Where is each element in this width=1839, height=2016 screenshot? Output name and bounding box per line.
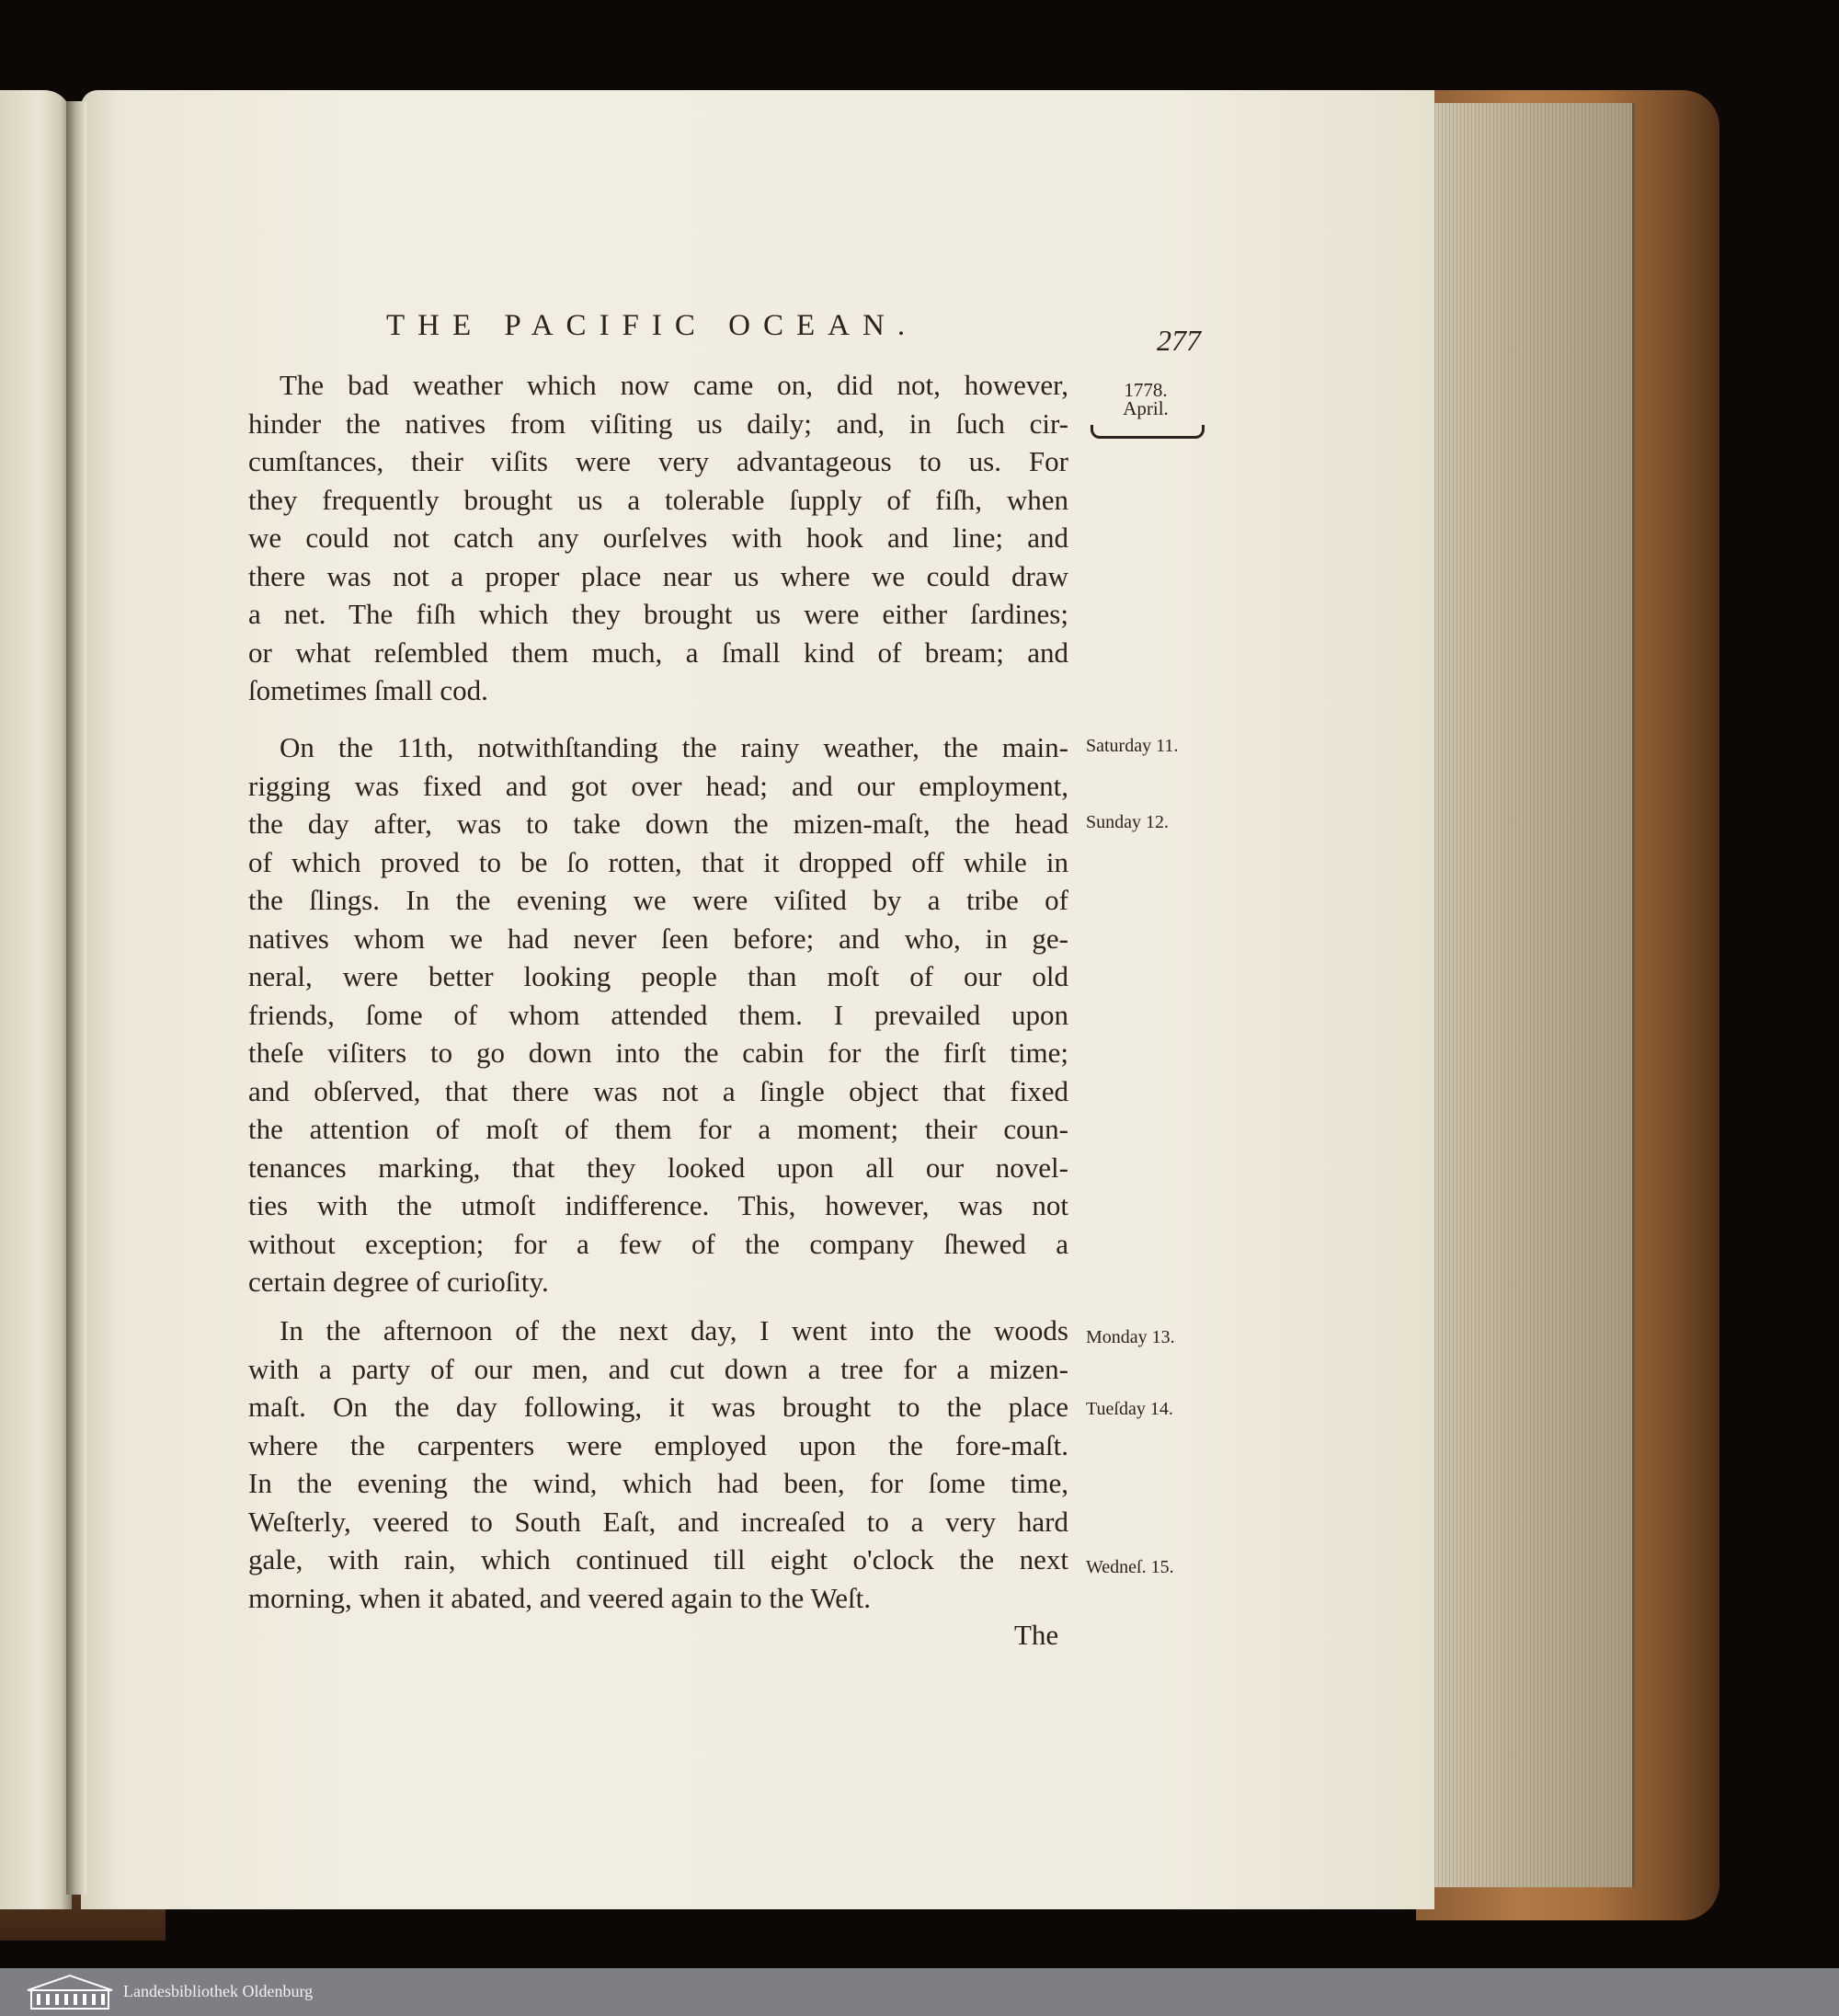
- text-line: the attention of moſt of them for a moment; their coun-: [248, 1113, 1068, 1145]
- margin-month: April.: [1123, 397, 1169, 419]
- text-line: or what reſembled them much, a ſmall kind of bream; and: [248, 636, 1068, 669]
- text-line: Weſterly, veered to South Eaſt, and increaſed to a very hard: [248, 1505, 1068, 1538]
- text-line: ſometimes ſmall cod.: [248, 674, 488, 706]
- paragraph-2: [248, 728, 1068, 1301]
- text-line: the day after, was to take down the mizen-maſt, the head: [248, 808, 1068, 840]
- paragraph-3: [248, 1312, 1068, 1617]
- text-line: of which proved to be ſo rotten, that it dropped off while in: [248, 845, 1068, 878]
- text-line: In the evening the wind, which had been, for ſome time,: [248, 1467, 1068, 1499]
- text-line: there was not a proper place near us where we could draw: [248, 559, 1068, 592]
- text-line: they frequently brought us a tolerable ſupply of fiſh, when: [248, 483, 1068, 516]
- text-line: friends, ſome of whom attended them. I prevailed upon: [248, 998, 1068, 1031]
- margin-date: [1091, 381, 1201, 418]
- page-number: 277: [1157, 324, 1201, 357]
- book-gutter: [66, 101, 86, 1895]
- text-line: the ſlings. In the evening we were viſited by a tribe of: [248, 884, 1068, 916]
- margin-note-monday: Monday 13.: [1086, 1327, 1175, 1347]
- library-name: Landesbibliothek Oldenburg: [123, 1982, 314, 2000]
- text-line: morning, when it abated, and veered again to the Weſt.: [248, 1581, 871, 1614]
- text-line: theſe viſiters to go down into the cabin for the firſt time;: [248, 1037, 1068, 1069]
- text-line: gale, with rain, which continued till eight o'clock the next: [248, 1543, 1068, 1575]
- left-page-edge: [0, 90, 72, 1909]
- text-line: where the carpenters were employed upon the fore-maſt.: [248, 1428, 1068, 1461]
- text-line: without exception; for a few of the company ſhewed a: [248, 1227, 1068, 1260]
- catchword: The: [1014, 1619, 1059, 1651]
- margin-note-saturday: Saturday 11.: [1086, 736, 1179, 756]
- margin-note-tuesday: Tueſday 14.: [1086, 1399, 1173, 1419]
- text-line: cumſtances, their viſits were very advantageous to us. For: [248, 445, 1068, 477]
- margin-brace: [1091, 425, 1205, 439]
- text-line: neral, were better looking people than moſt of our old: [248, 960, 1068, 992]
- text-line: with a party of our men, and cut down a tree for a mizen-: [248, 1352, 1068, 1385]
- text-line: certain degree of curioſity.: [248, 1266, 549, 1298]
- text-line: On the 11th, notwithſtanding the rainy weather, the main-: [280, 731, 1068, 763]
- margin-year: 1778.: [1124, 379, 1168, 401]
- text-line: a net. The fiſh which they brought us were either ſardines;: [248, 598, 1068, 630]
- text-line: natives whom we had never ſeen before; and who, in ge-: [248, 922, 1068, 955]
- text-line: and obſerved, that there was not a ſingle object that fixed: [248, 1074, 1068, 1107]
- margin-note-sunday: Sunday 12.: [1086, 812, 1169, 832]
- text-line: In the afternoon of the next day, I went into the woods: [280, 1314, 1068, 1346]
- page-edges: [1434, 103, 1635, 1887]
- library-building-icon: [24, 1972, 116, 2012]
- margin-note-wednesday: Wedneſ. 15.: [1086, 1557, 1174, 1577]
- text-line: we could not catch any ourſelves with hook and line; and: [248, 521, 1068, 554]
- text-line: rigging was fixed and got over head; and our employment,: [248, 769, 1068, 802]
- text-line: maſt. On the day following, it was brought to the place: [248, 1391, 1068, 1423]
- paragraph-1: [248, 366, 1068, 710]
- running-head: THE PACIFIC OCEAN.: [386, 309, 919, 342]
- text-line: tenances marking, that they looked upon all our novel-: [248, 1151, 1068, 1184]
- text-line: The bad weather which now came on, did not, however,: [280, 369, 1068, 401]
- text-line: ties with the utmoſt indifference. This, however, was not: [248, 1189, 1068, 1221]
- text-line: hinder the natives from viſiting us daily; and, in ſuch cir-: [248, 407, 1068, 440]
